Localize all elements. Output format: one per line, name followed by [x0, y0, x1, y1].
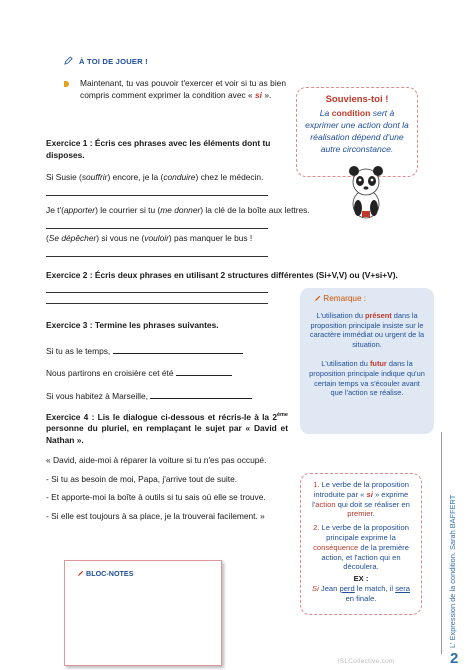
section-header [64, 56, 148, 66]
pencil-icon [314, 295, 321, 302]
remark-paragraph-2: L'utilisation du futur dans la proposition principale indique qu'un certain temps va s'écouler avant que l'action se réalise. [309, 359, 425, 398]
answer-line[interactable] [46, 303, 268, 304]
section-title: À TOI DE JOUER ! [79, 57, 148, 66]
answer-line[interactable] [46, 195, 268, 196]
notes-box[interactable] [64, 560, 222, 666]
dialogue-line-4: - Si elle est toujours à sa place, je la trouverai facilement. » [46, 511, 265, 521]
exercise-4-title: Exercice 4 : Lis le dialogue ci-dessous et récris-le à la 2ème personne du pluriel, en remplaçant le sujet par « David et Nathan ». [46, 411, 288, 445]
side-divider [441, 432, 442, 654]
page-number: 2 [450, 650, 459, 667]
rule-1: 1. Le verbe de la proposition introduite par « si » exprime l'action qui doit se réaliser en premier. [312, 480, 410, 519]
exercise-3-line-2: Nous partirons en croisière cet été [46, 367, 232, 380]
answer-line[interactable] [113, 345, 243, 354]
reminder-text: La condition sert à exprimer une action dont la réalisation dépend d'une autre circonstance. [305, 108, 409, 154]
exercise-2-title: Exercice 2 : Écris deux phrases en utilisant 2 structures différentes (Si+V,V) ou (V+si+V). [46, 270, 398, 280]
example-label: EX : [353, 574, 369, 584]
exercise-3-title: Exercice 3 : Termine les phrases suivantes. [46, 320, 219, 330]
remark-title: Remarque : [314, 294, 434, 303]
footer-watermark: iSLCollective.com [338, 658, 395, 665]
exercise-1-title: Exercice 1 : Écris ces phrases avec les éléments dont tu disposes. [46, 138, 271, 160]
remark-box [300, 288, 434, 434]
dialogue-line-1: « David, aide-moi à réparer la voiture si tu n'es pas occupé. [46, 455, 267, 465]
exercise-1-line-2: Je t'(apporter) le courrier si tu (me donner) la clé de la boîte aux lettres. [46, 205, 310, 215]
pencil-icon [64, 56, 73, 65]
reminder-title: Souviens-toi ! [325, 94, 389, 105]
answer-line[interactable] [176, 367, 232, 376]
exercise-1-line-3: (Se dépêcher) si vous ne (vouloir) pas manquer le bus ! [46, 233, 253, 243]
exercise-1-line-1: Si Susie (souffrir) encore, je la (conduire) chez le médecin. [46, 172, 264, 182]
example-sentence: Si Jean perd le match, il sera en finale. [312, 583, 410, 603]
side-caption: L' Expression de la condition. Sarah BAFFERT [448, 494, 457, 648]
answer-line[interactable] [46, 256, 268, 257]
rule-box [300, 473, 422, 615]
answer-line[interactable] [46, 228, 268, 229]
remark-paragraph-1: L'utilisation du présent dans la proposition principale insiste sur le caractère immédiat ou urgent de la situation. [309, 311, 425, 349]
exercise-3-line-1: Si tu as le temps, [46, 345, 243, 358]
pencil-icon [77, 570, 84, 577]
panda-illustration [344, 164, 388, 220]
intro-paragraph: Maintenant, tu vas pouvoir t'exercer et voir si tu as bien compris comment exprimer la condition avec « si ». [64, 78, 286, 101]
rule-2: 2. Le verbe de la proposition principale exprime la conséquence de la première action, et l'action qui en découlera. [313, 523, 409, 572]
answer-line[interactable] [46, 292, 268, 293]
answer-line[interactable] [150, 390, 252, 399]
dialogue-line-2: - Si tu as besoin de moi, Papa, j'arrive tout de suite. [46, 474, 238, 484]
notes-title: BLOC-NOTES [87, 569, 221, 578]
dialogue-line-3: - Et apporte-moi la boîte à outils si tu sais où elle se trouve. [46, 492, 266, 502]
exercise-3-line-3: Si vous habitez à Marseille, [46, 390, 252, 403]
